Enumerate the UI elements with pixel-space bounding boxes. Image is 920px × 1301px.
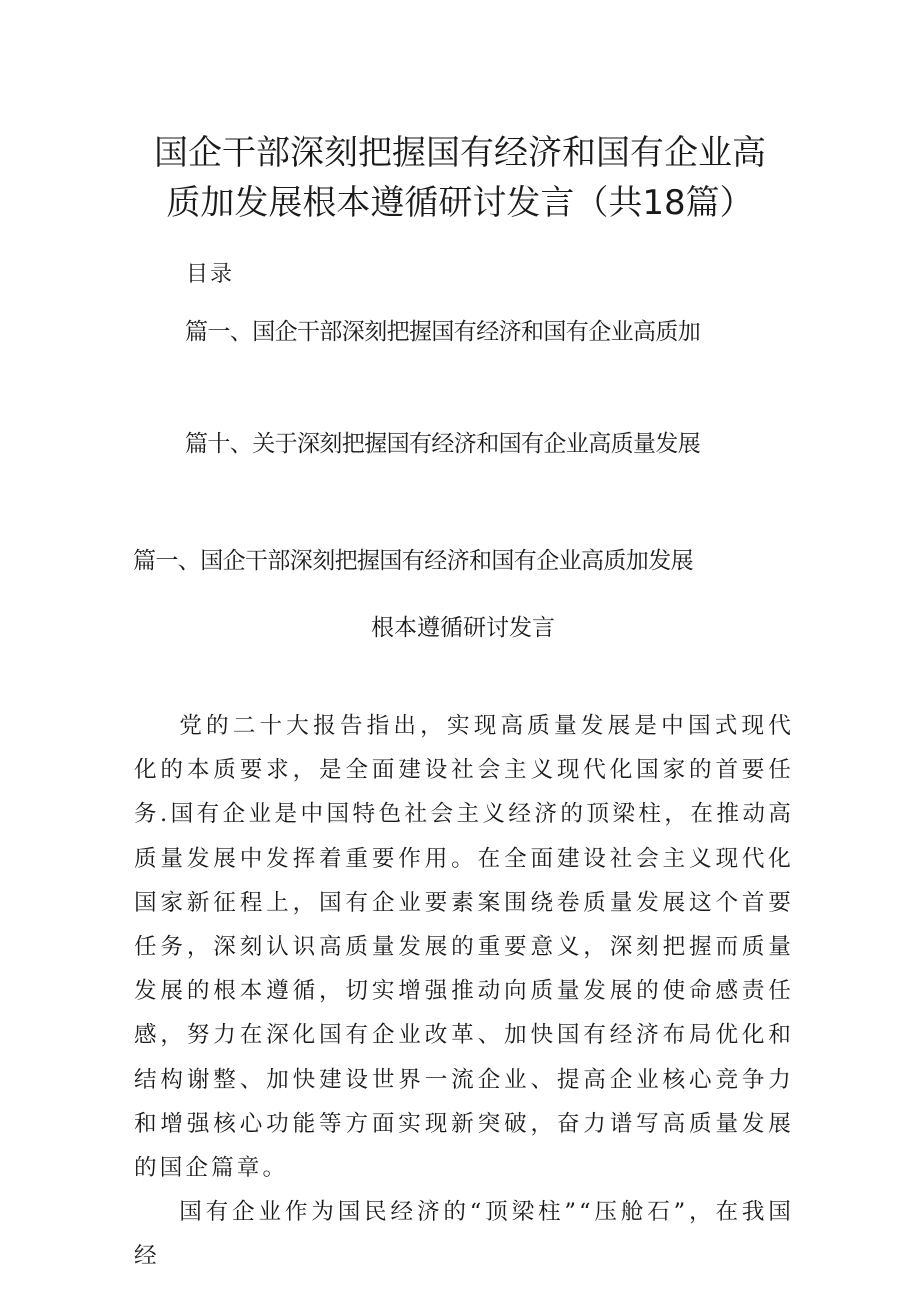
paragraph-1: 党的二十大报告指出，实现高质量发展是中国式现代化的本质要求，是全面建设社会主义现代化国家的首要任务.国有企业是中国特色社会主义经济的顶梁柱，在推动高质量发展中发挥着重要作用。在全面建设社会主义现代化国家新征程上，国有企业要素案围绕卷质量发展这个首要任务，深刻认识高质量发展的重要意义，深刻把握而质量发展的根本遵循，切实增强推动向质量发展的使命感责任感，努力在深化国有企业改革、加快国有经济布局优化和结构谢整、加快建设世界一流企业、提高企业核心竞争力和增强核心功能等方面实现新突破，奋力谱写高质量发展的国企篇章。 — [134, 713, 795, 1182]
paragraph-2: 国有企业作为国民经济的“顶梁柱”“压舱石”，在我国经 — [134, 1199, 794, 1270]
document-title-line-1: 国企干部深刻把握国有经济和国有企业高 — [154, 133, 766, 173]
body-text — [134, 704, 794, 1279]
document-title-line-2: 质加发展根本遵循研讨发言（共18篇） — [166, 183, 754, 223]
toc-item-1[interactable]: 篇一、国企干部深刻把握国有经济和国有企业高质加 — [185, 319, 701, 345]
document-title — [110, 128, 810, 228]
section-title: 篇一、国企干部深刻把握国有经济和国有企业高质加发展 — [133, 548, 694, 574]
toc-heading: 目录 — [186, 262, 235, 287]
section-subtitle: 根本遵循研讨发言 — [371, 615, 555, 641]
toc-item-10[interactable]: 篇十、关于深刻把握国有经济和国有企业高质量发展 — [185, 431, 701, 457]
